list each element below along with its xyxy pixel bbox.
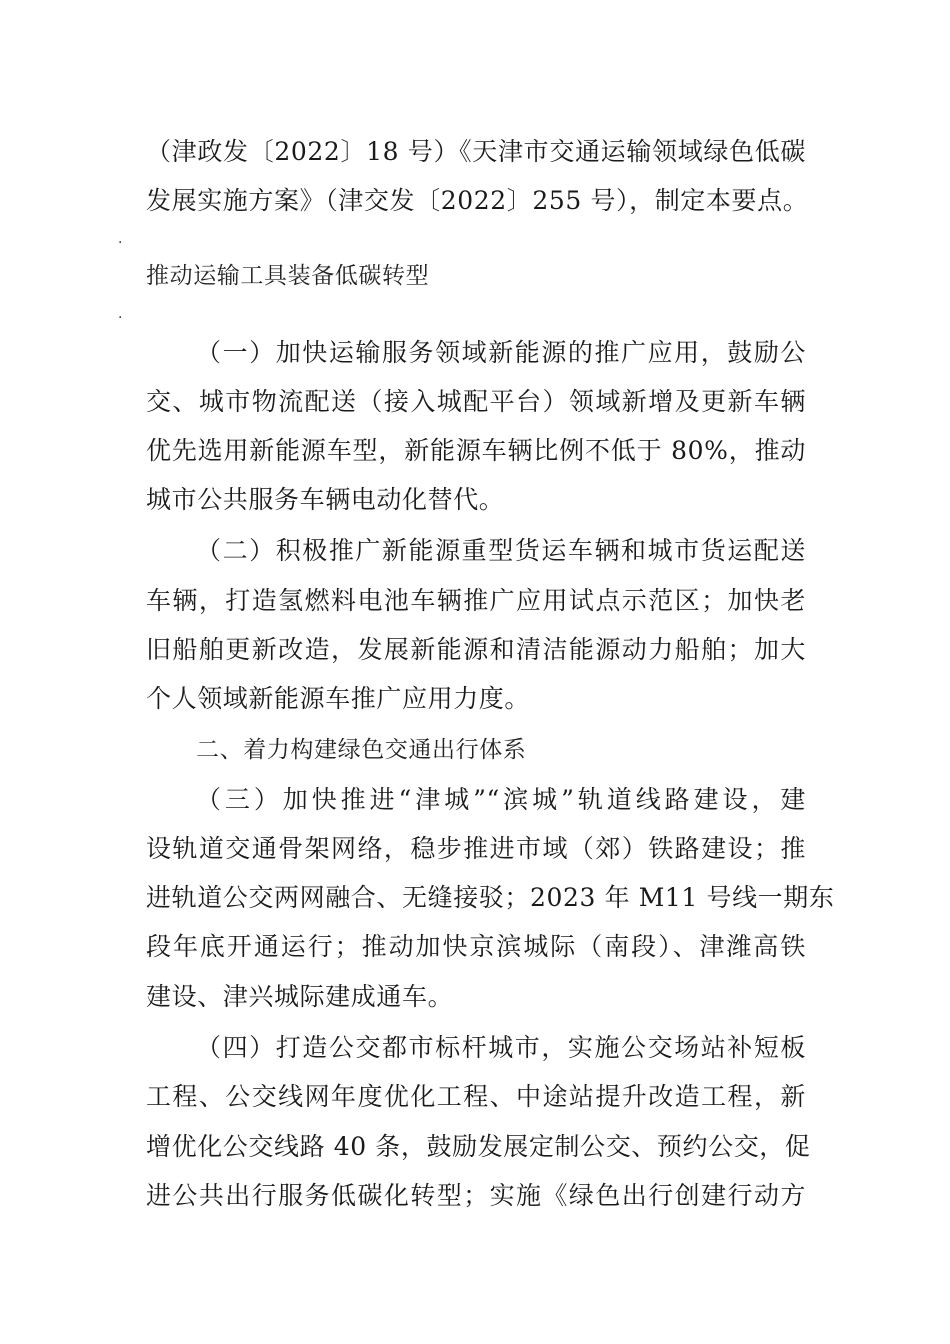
item-2-line-2: 车辆，打造氢燃料电池车辆推广应用试点示范区；加快老 <box>146 586 806 615</box>
item-4-line-2: 工程、公交线网年度优化工程、中途站提升改造工程，新 <box>146 1082 806 1111</box>
item-1-line-4: 城市公共服务车辆电动化替代。 <box>146 485 505 514</box>
paragraph-marker: · <box>118 310 123 326</box>
item-4-line-1: （四）打造公交都市标杆城市，实施公交场站补短板 <box>196 1033 806 1062</box>
item-2-line-3: 旧船舶更新改造，发展新能源和清洁能源动力船舶；加大 <box>146 635 806 664</box>
intro-line-2: 发展实施方案》（津交发〔2022〕255 号），制定本要点。 <box>146 186 809 215</box>
item-1-line-1: （一）加快运输服务领域新能源的推广应用，鼓励公 <box>196 338 806 367</box>
item-3-line-1: （三）加快推进“津城”“滨城”轨道线路建设，建 <box>196 785 806 814</box>
item-3-line-2: 设轨道交通骨架网络，稳步推进市域（郊）铁路建设；推 <box>146 834 806 863</box>
item-2-line-1: （二）积极推广新能源重型货运车辆和城市货运配送 <box>196 536 806 565</box>
intro-line-1: （津政发〔2022〕18 号）《天津市交通运输领域绿色低碳 <box>146 137 806 166</box>
paragraph-marker: · <box>118 235 123 251</box>
section-heading-2: 二、着力构建绿色交通出行体系 <box>196 737 527 763</box>
item-3-line-5: 建设、津兴城际建成通车。 <box>146 982 454 1011</box>
item-3-line-3: 进轨道公交两网融合、无缝接驳；2023 年 M11 号线一期东 <box>146 883 835 912</box>
item-3-line-4: 段年底开通运行；推动加快京滨城际（南段）、津潍高铁 <box>146 932 806 961</box>
item-4-line-3: 增优化公交线路 40 条，鼓励发展定制公交、预约公交，促 <box>146 1132 811 1161</box>
item-1-line-3: 优先选用新能源车型，新能源车辆比例不低于 80%，推动 <box>146 436 806 465</box>
item-4-line-4: 进公共出行服务低碳化转型；实施《绿色出行创建行动方 <box>146 1181 806 1210</box>
item-1-line-2: 交、城市物流配送（接入城配平台）领域新增及更新车辆 <box>146 387 806 416</box>
section-heading-1: 推动运输工具装备低碳转型 <box>146 263 430 289</box>
item-2-line-4: 个人领域新能源车推广应用力度。 <box>146 684 531 713</box>
